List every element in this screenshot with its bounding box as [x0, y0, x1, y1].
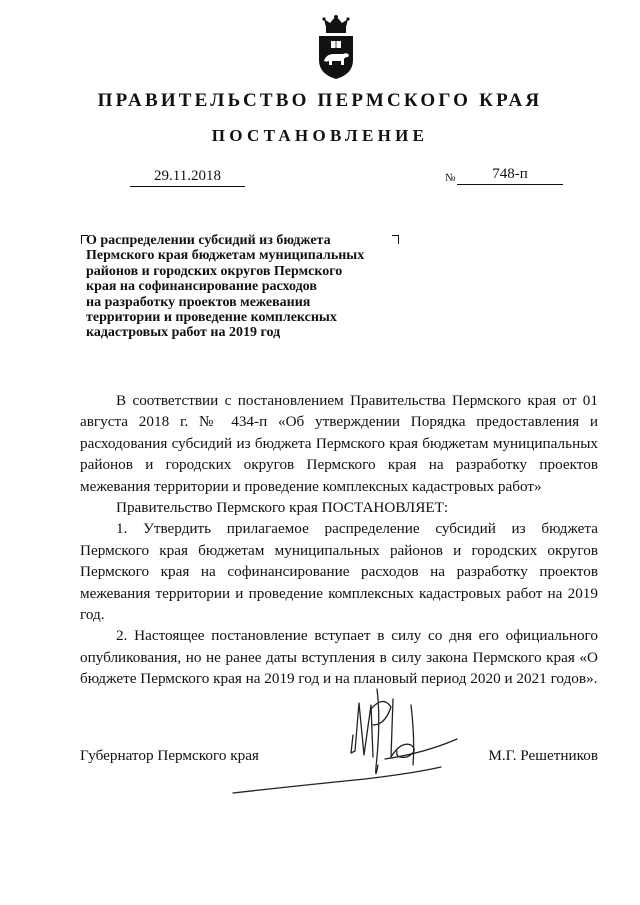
preamble-paragraph: В соответствии с постановлением Правительства Пермского края от 01 августа 2018 г. № 434-п «Об утверждении Порядка предоставления и расходования субсидий из бюджета Пермского края бюджетам муниципальных районов и городских округов Пермского края на разработку проектов межевания территории и проведение комплексных кадастровых работ»	[80, 392, 598, 495]
perm-krai-coat-of-arms-icon	[314, 14, 358, 80]
subject-line: О распределении субсидий из бюджета	[86, 233, 331, 248]
clause-2: 2. Настоящее постановление вступает в силу со дня его официального опубликования, но не ранее даты вступления в силу закона Пермского края «О бюджете Пермского края на 2019 год и на плановый период 2020 и 2021 годов».	[80, 627, 598, 688]
subject-line: края на софинансирование расходов	[86, 279, 317, 295]
subject-bracket-left	[81, 235, 88, 244]
subject-line: кадастровых работ на 2019 год	[86, 325, 281, 341]
document-type: ПОСТАНОВЛЕНИЕ	[211, 126, 429, 145]
document-body	[80, 390, 598, 690]
document-subject	[86, 233, 406, 341]
document-number: 748-п	[457, 166, 563, 185]
government-title: ПРАВИТЕЛЬСТВО ПЕРМСКОГО КРАЯ	[97, 90, 543, 111]
subject-line: на разработку проектов межевания	[86, 294, 311, 310]
clause-1: 1. Утвердить прилагаемое распределение субсидий из бюджета Пермского края бюджетам муниципальных районов и городских округов Пермского края на софинансирование расходов на разработку проектов межевания территории и проведение комплексных кадастровых работ на 2019 год.	[80, 520, 598, 624]
signature-block	[80, 747, 598, 769]
document-date: 29.11.2018	[130, 168, 245, 187]
subject-line: территории и проведение комплексных	[86, 310, 337, 326]
subject-line: Пермского края бюджетам муниципальных	[86, 248, 365, 264]
signatory-position: Губернатор Пермского края	[80, 747, 259, 764]
resolution-statement: Правительство Пермского края ПОСТАНОВЛЯЕТ:	[116, 499, 449, 517]
handwritten-signature-icon	[225, 685, 465, 800]
subject-bracket-right	[392, 235, 399, 244]
subject-line: районов и городских округов Пермского	[86, 263, 343, 279]
number-label: №	[445, 172, 456, 184]
signatory-name: М.Г. Решетников	[488, 747, 598, 764]
